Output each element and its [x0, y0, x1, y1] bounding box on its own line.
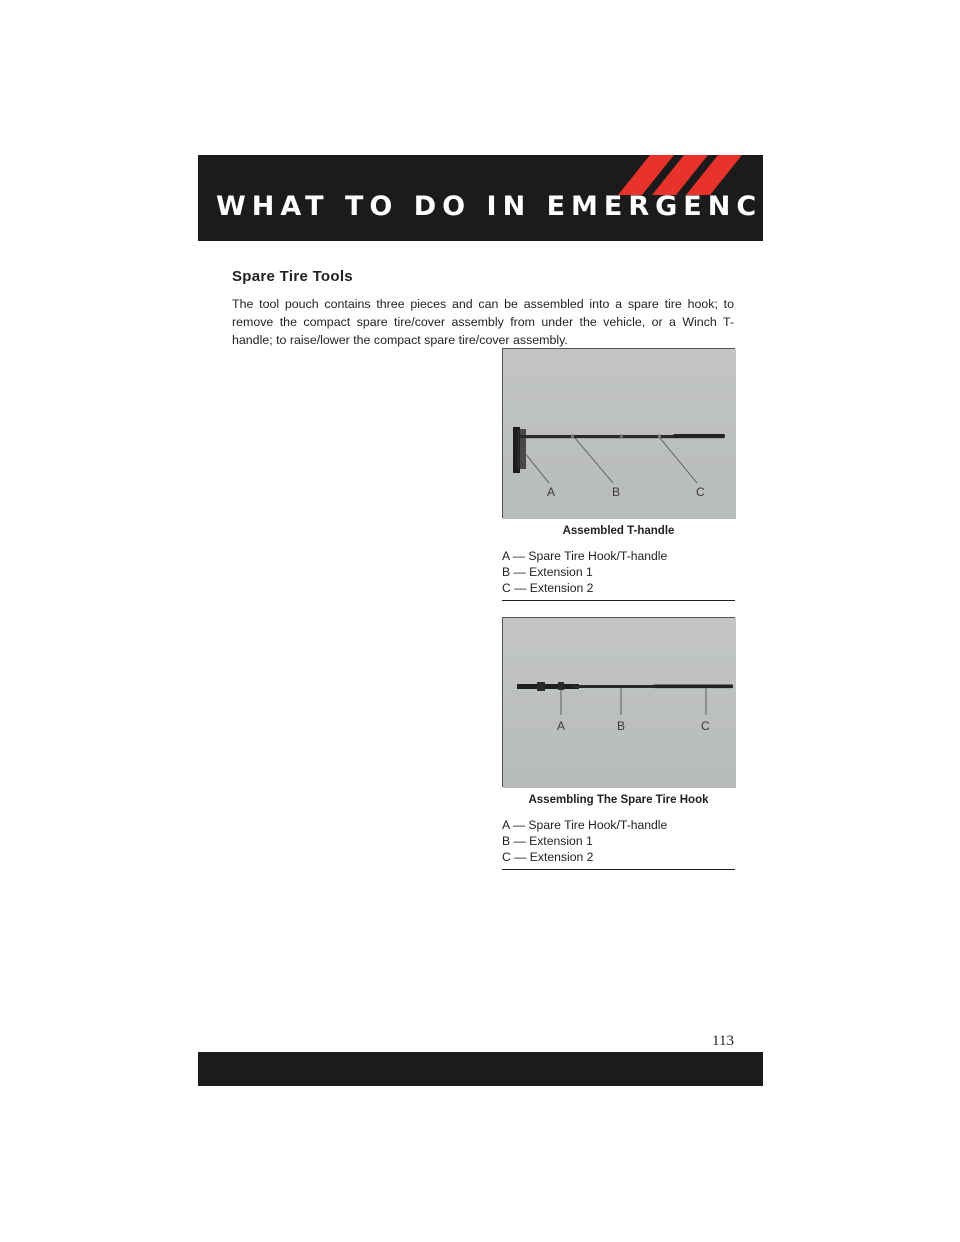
figure-spare-tire-hook	[502, 617, 735, 787]
page-subheading: Spare Tire Tools	[232, 268, 353, 285]
figure-assembled-t-handle	[502, 348, 735, 518]
legend-item-b: B — Extension 1	[502, 565, 593, 579]
legend-item-a: A — Spare Tire Hook/T-handle	[502, 818, 668, 832]
legend-item-a: A — Spare Tire Hook/T-handle	[502, 549, 668, 563]
t-handle-photo	[503, 349, 736, 519]
section-header-band	[198, 155, 829, 241]
spare-tire-hook-photo	[503, 618, 736, 788]
figure-legend	[502, 548, 735, 601]
figure-legend	[502, 817, 735, 870]
legend-item-c: C — Extension 2	[502, 581, 594, 595]
callout-b: B	[612, 485, 621, 499]
legend-item-b: B — Extension 1	[502, 834, 593, 848]
callout-a: A	[557, 719, 566, 733]
intro-paragraph: The tool pouch contains three pieces and can be assembled into a spare tire hook; to remove the compact spare tire/cover assembly from under the vehicle, or a Winch T-handle; to raise/lower the compact spare tire/cover assembly.	[232, 297, 734, 347]
section-title: WHAT TO DO IN EMERGENCIES	[216, 191, 829, 222]
brand-stripes-icon	[618, 155, 758, 195]
footer-band	[198, 1052, 763, 1086]
callout-c: C	[696, 485, 705, 499]
callout-a: A	[547, 485, 556, 499]
page-number: 113	[712, 1033, 734, 1049]
callout-c: C	[701, 719, 710, 733]
callout-b: B	[617, 719, 626, 733]
legend-item-c: C — Extension 2	[502, 850, 594, 864]
figure-caption: Assembled T-handle	[562, 525, 675, 537]
figure-caption: Assembling The Spare Tire Hook	[528, 794, 709, 806]
